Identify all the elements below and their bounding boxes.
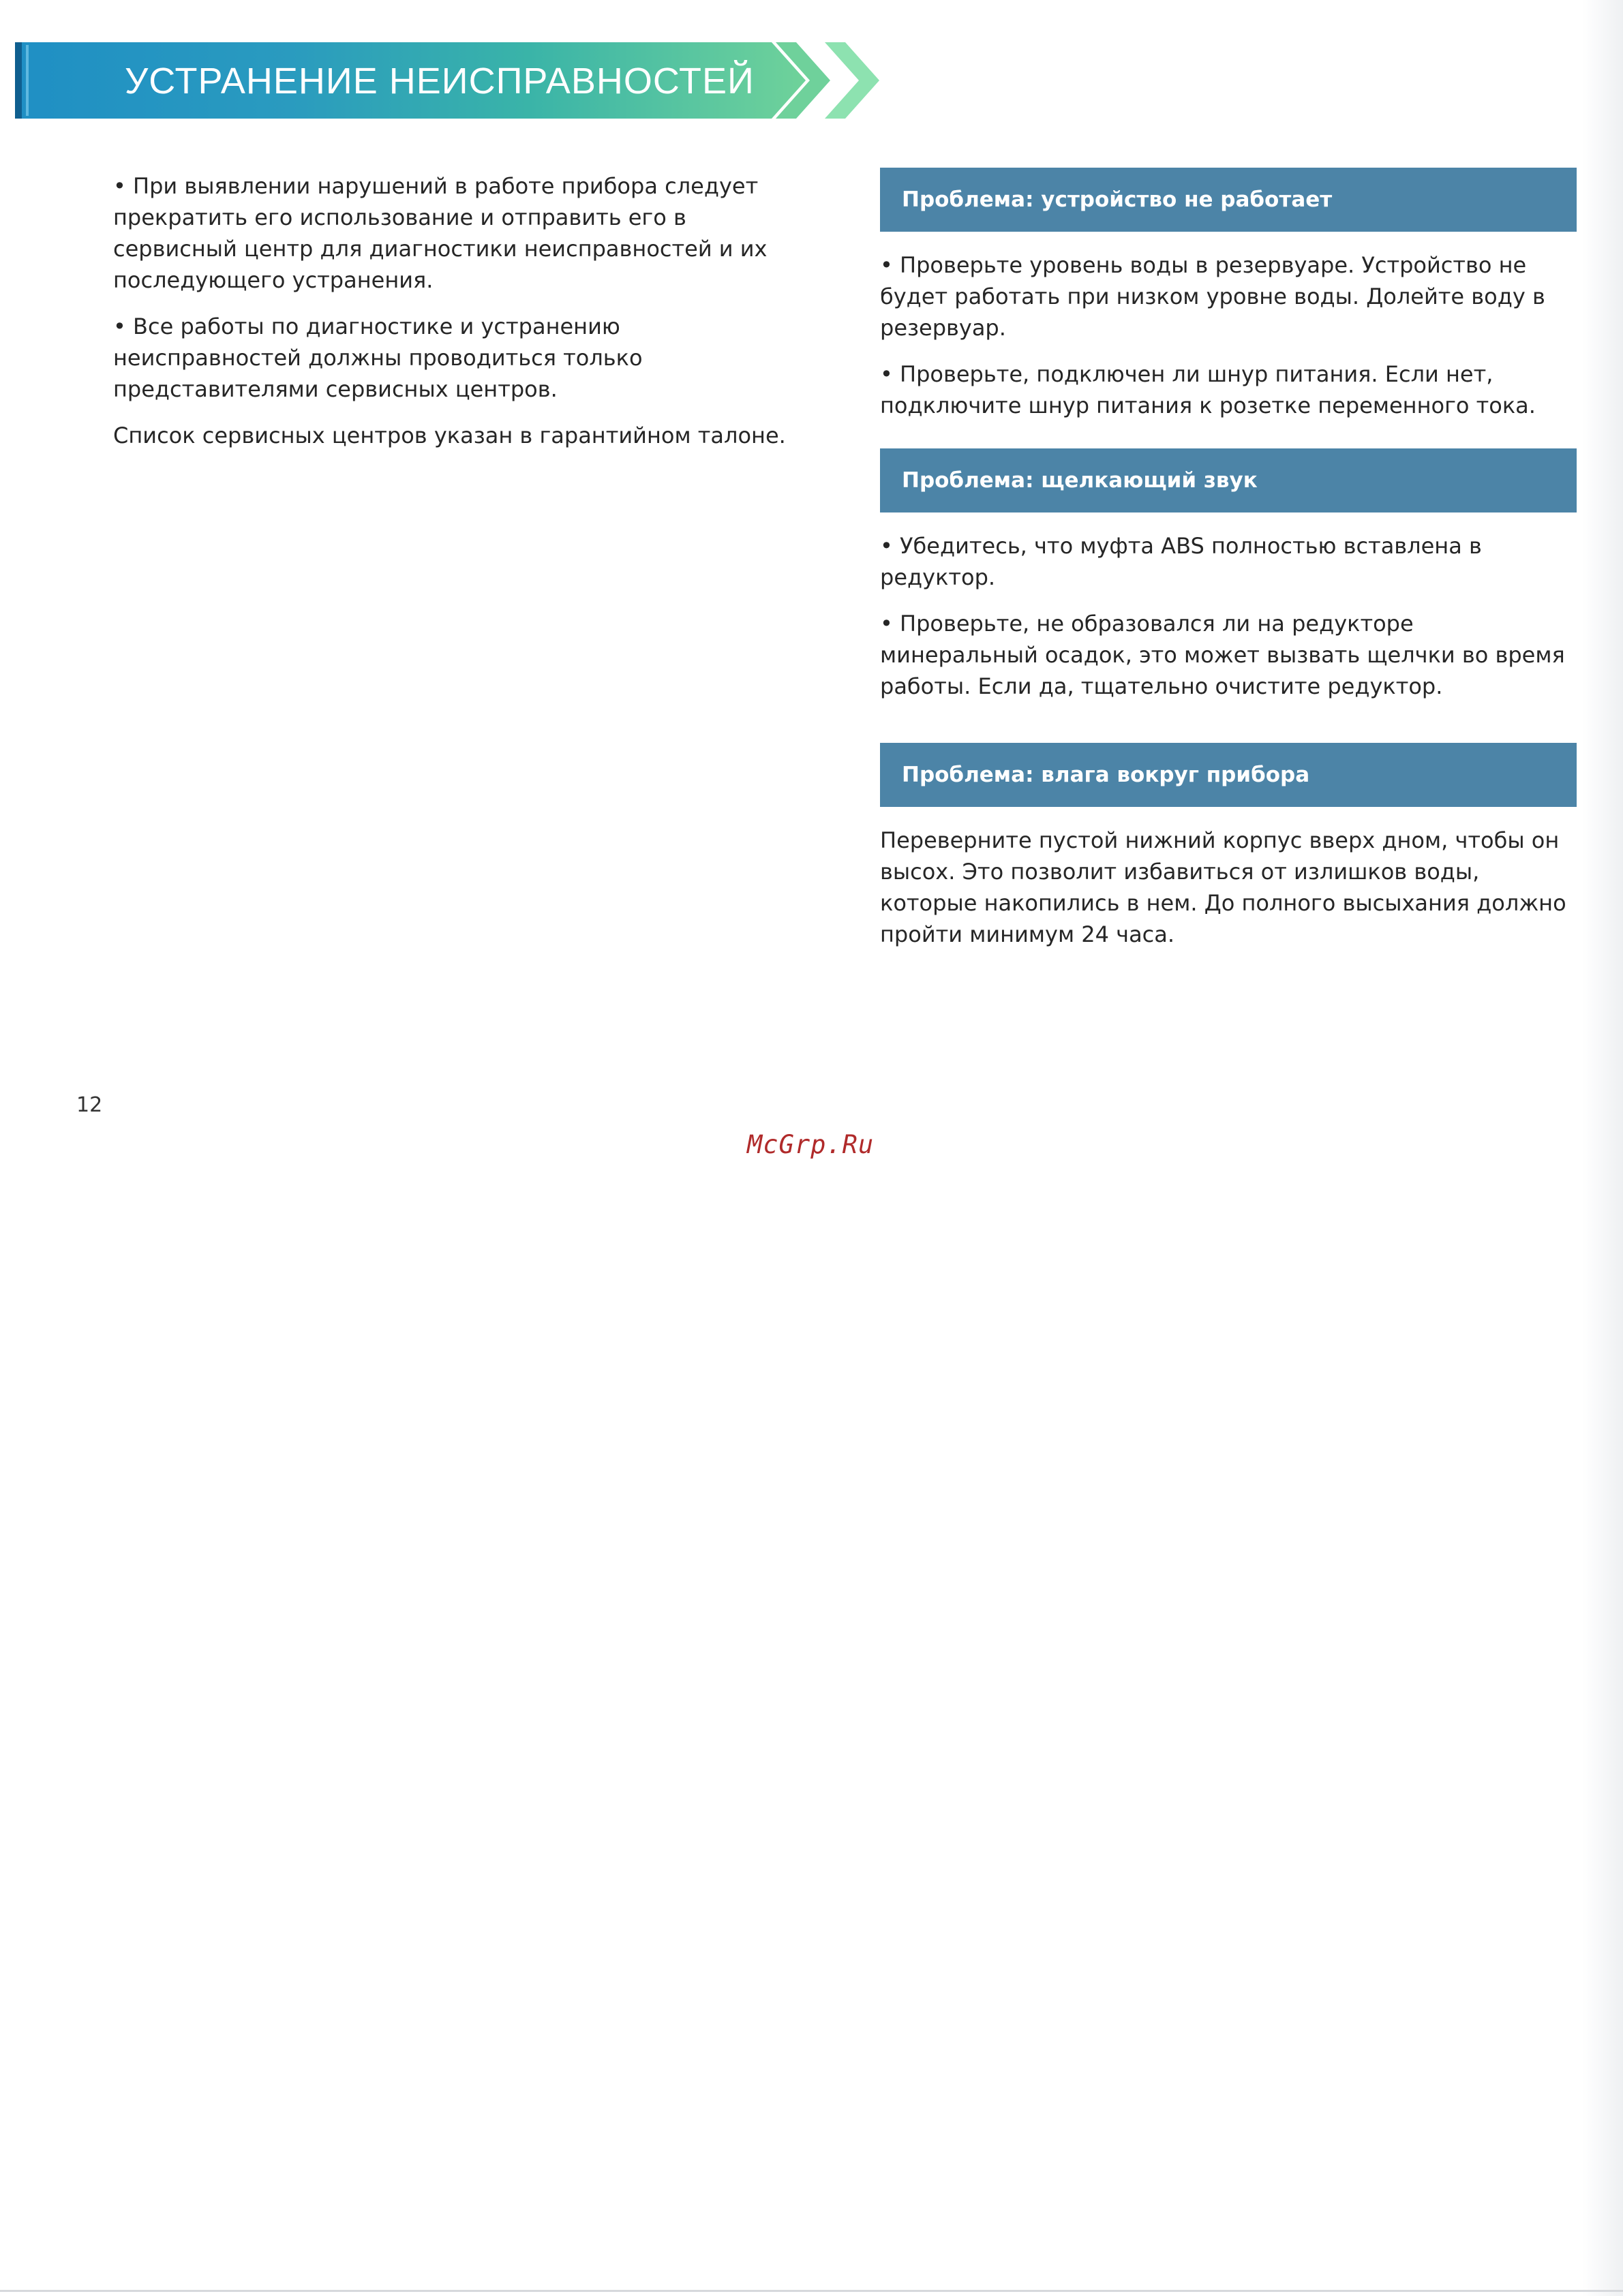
problem-heading: Проблема: устройство не работает [880, 168, 1577, 232]
page-title: УСТРАНЕНИЕ НЕИСПРАВНОСТЕЙ [125, 61, 755, 102]
watermark-link[interactable]: McGrp.Ru [747, 1130, 875, 1159]
problem-heading: Проблема: влага вокруг прибора [880, 743, 1577, 807]
paragraph: • При выявлении нарушений в работе прибора следует прекратить его использование и отправить его в сервисный центр для диагностики неисправностей и их последующего устранения. [113, 173, 768, 293]
right-column [880, 168, 1577, 965]
paragraph: • Все работы по диагностике и устранению неисправностей должны проводиться только представителями сервисных центров. [113, 313, 643, 402]
list-item: • Убедитесь, что муфта ABS полностью вставлена в редуктор. [880, 533, 1482, 590]
list-item: • Проверьте, подключен ли шнур питания. Если нет, подключите шнур питания к розетке переменного тока. [880, 361, 1536, 418]
banner-stripe-light [26, 45, 29, 116]
list-item: • Проверьте уровень воды в резервуаре. Устройство не будет работать при низком уровне воды. Долейте воду в резервуар. [880, 252, 1545, 341]
banner-stripe-dark [15, 42, 22, 119]
list-item: • Проверьте, не образовался ли на редукторе минеральный осадок, это может вызвать щелчки во время работы. Если да, тщательно очистите редуктор. [880, 611, 1565, 699]
problem-body [880, 249, 1577, 421]
problem-section [880, 743, 1577, 950]
list-item: Переверните пустой нижний корпус вверх дном, чтобы он высох. Это позволит избавиться от излишков воды, которые накопились в нем. До полного высыхания должно пройти минимум 24 часа. [880, 827, 1566, 947]
problem-body [880, 825, 1577, 950]
problem-heading: Проблема: щелкающий звук [880, 448, 1577, 512]
scan-bottom-edge [0, 2290, 1623, 2292]
paragraph: Список сервисных центров указан в гарантийном талоне. [113, 423, 786, 448]
problem-body [880, 530, 1577, 702]
scan-edge-shade [1582, 0, 1623, 2296]
chevron-icon [825, 42, 879, 119]
left-column [113, 170, 808, 466]
problem-section [880, 168, 1577, 421]
page-number: 12 [76, 1093, 103, 1117]
problem-section [880, 448, 1577, 702]
